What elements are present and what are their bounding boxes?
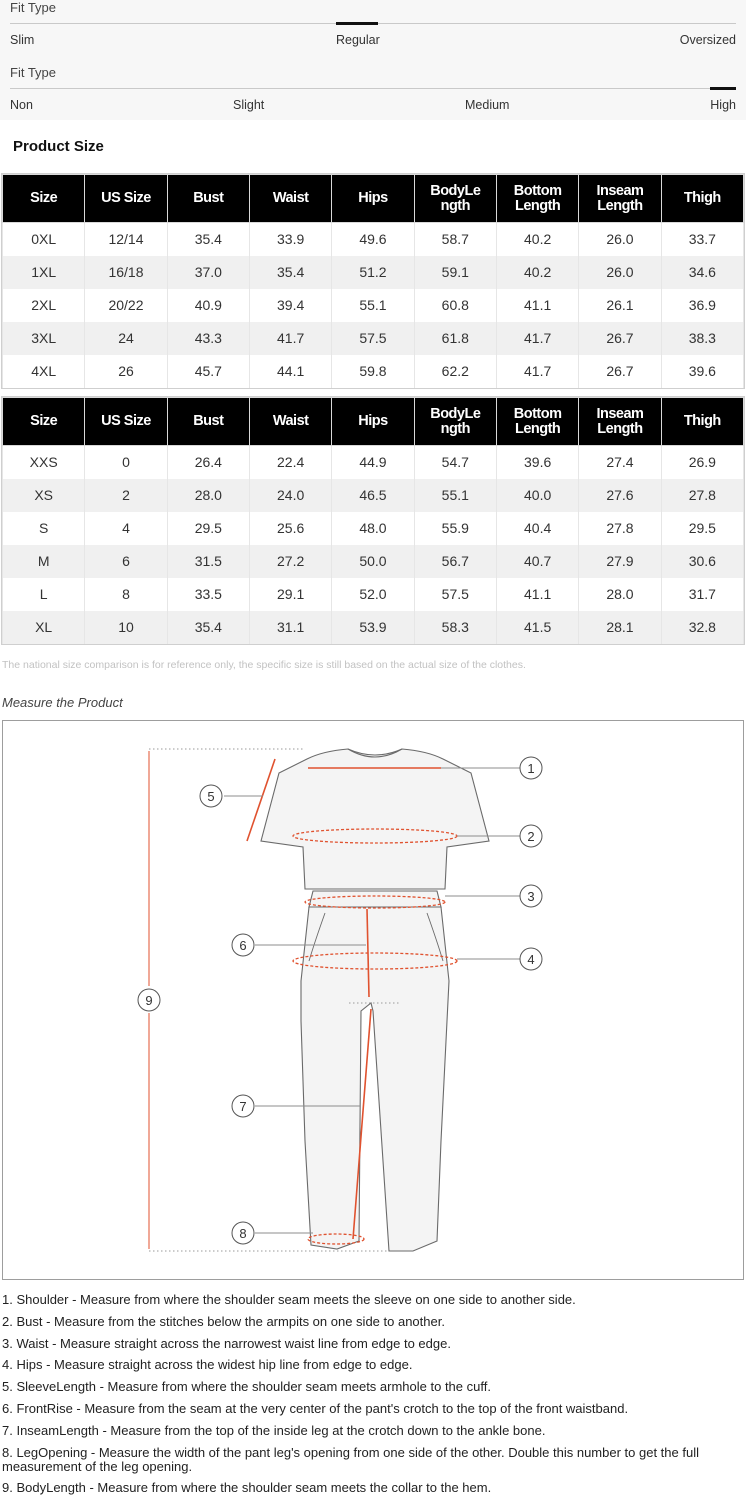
table-row xyxy=(3,446,744,479)
column-header: Inseam Length xyxy=(579,175,661,223)
fit-label-oversized: Oversized xyxy=(679,33,736,47)
fit-type-title: Fit Type xyxy=(10,0,57,15)
table-cell: 39.4 xyxy=(249,289,331,322)
table-cell: 35.4 xyxy=(167,223,249,256)
instruction-item: 7. InseamLength - Measure from the top of the inside leg at the crotch down to the ankle bone. xyxy=(2,1422,546,1438)
fit-type-title-2: Fit Type xyxy=(10,65,57,80)
table-cell: 12/14 xyxy=(85,223,167,256)
table-cell: 36.9 xyxy=(661,289,743,322)
table-cell: 3XL xyxy=(3,322,85,355)
column-header: Bottom Length xyxy=(496,398,578,446)
marker-6 xyxy=(232,934,254,956)
table-cell: 34.6 xyxy=(661,256,743,289)
instruction-item: 9. BodyLength - Measure from where the shoulder seam meets the collar to the hem. xyxy=(2,1480,492,1496)
table-cell: 40.4 xyxy=(496,512,578,545)
table-cell: 2XL xyxy=(3,289,85,322)
table-cell: 27.8 xyxy=(579,512,661,545)
table-header-row xyxy=(3,398,744,446)
table-cell: 30.6 xyxy=(661,545,743,578)
size-table-regular xyxy=(2,397,744,644)
table-row xyxy=(3,479,744,512)
column-header: US Size xyxy=(85,398,167,446)
table-cell: 35.4 xyxy=(167,611,249,644)
table-cell: 58.7 xyxy=(414,223,496,256)
table-cell: 41.7 xyxy=(496,322,578,355)
table-cell: 28.1 xyxy=(579,611,661,644)
svg-text:9: 9 xyxy=(145,993,153,1008)
fit-label-medium: Medium xyxy=(465,98,510,112)
table-cell: 50.0 xyxy=(332,545,414,578)
table-cell: M xyxy=(3,545,85,578)
table-cell: 43.3 xyxy=(167,322,249,355)
instruction-item: 3. Waist - Measure straight across the narrowest waist line from edge to edge. xyxy=(2,1335,451,1351)
instruction-item: 5. SleeveLength - Measure from where the shoulder seam meets armhole to the cuff. xyxy=(2,1379,491,1395)
table-cell: 39.6 xyxy=(496,446,578,479)
table-cell: 44.1 xyxy=(249,355,331,388)
instruction-item: 2. Bust - Measure from the stitches below the armpits on one side to another. xyxy=(2,1313,445,1329)
table-cell: 41.7 xyxy=(249,322,331,355)
table-cell: 22.4 xyxy=(249,446,331,479)
table-cell: 35.4 xyxy=(249,256,331,289)
svg-text:4: 4 xyxy=(527,952,535,967)
table-cell: 49.6 xyxy=(332,223,414,256)
column-header: Inseam Length xyxy=(579,398,661,446)
marker-8 xyxy=(232,1222,254,1244)
table-row xyxy=(3,578,744,611)
size-table-plus xyxy=(2,174,744,388)
marker-2 xyxy=(520,825,542,847)
table-cell: 60.8 xyxy=(414,289,496,322)
table-cell: 56.7 xyxy=(414,545,496,578)
svg-text:3: 3 xyxy=(527,889,535,904)
table-cell: 2 xyxy=(85,479,167,512)
fit-label-non: Non xyxy=(10,98,33,112)
table-cell: 33.7 xyxy=(661,223,743,256)
garment-pants xyxy=(301,907,449,1251)
table-cell: 10 xyxy=(85,611,167,644)
table-cell: 26 xyxy=(85,355,167,388)
svg-text:2: 2 xyxy=(527,829,535,844)
table-cell: 32.8 xyxy=(661,611,743,644)
table-cell: 57.5 xyxy=(414,578,496,611)
garment-waistband xyxy=(309,891,441,907)
table-cell: 54.7 xyxy=(414,446,496,479)
column-header: BodyLe ngth xyxy=(414,175,496,223)
fit-label-high: High xyxy=(710,98,736,112)
table-cell: 26.9 xyxy=(661,446,743,479)
table-cell: 0XL xyxy=(3,223,85,256)
table-cell: 40.7 xyxy=(496,545,578,578)
column-header: Bottom Length xyxy=(496,175,578,223)
table-cell: 26.0 xyxy=(579,256,661,289)
column-header: Size xyxy=(3,175,85,223)
table-cell: 27.6 xyxy=(579,479,661,512)
column-header: Bust xyxy=(167,398,249,446)
marker-5 xyxy=(200,785,222,807)
column-header: BodyLe ngth xyxy=(414,398,496,446)
table-row xyxy=(3,545,744,578)
table-cell: 29.5 xyxy=(661,512,743,545)
table-cell: 27.8 xyxy=(661,479,743,512)
product-size-title: Product Size xyxy=(13,138,104,155)
table-cell: 33.5 xyxy=(167,578,249,611)
table-cell: 0 xyxy=(85,446,167,479)
table-cell: 20/22 xyxy=(85,289,167,322)
marker-4 xyxy=(520,948,542,970)
table-cell: 26.1 xyxy=(579,289,661,322)
column-header: Thigh xyxy=(661,175,743,223)
garment-top xyxy=(261,749,489,889)
svg-text:6: 6 xyxy=(239,938,247,953)
jumpsuit-illustration xyxy=(3,721,745,1281)
table-cell: 44.9 xyxy=(332,446,414,479)
fit-label-regular: Regular xyxy=(336,33,380,47)
measurement-instructions xyxy=(2,1293,744,1500)
table-row xyxy=(3,223,744,256)
table-row xyxy=(3,512,744,545)
table-cell: 29.5 xyxy=(167,512,249,545)
measure-heading: Measure the Product xyxy=(2,695,123,710)
table-cell: 26.7 xyxy=(579,322,661,355)
table-cell: 41.5 xyxy=(496,611,578,644)
table-cell: 41.1 xyxy=(496,578,578,611)
table-cell: 16/18 xyxy=(85,256,167,289)
table-cell: 52.0 xyxy=(332,578,414,611)
table-cell: 55.1 xyxy=(414,479,496,512)
marker-3 xyxy=(520,885,542,907)
table-row xyxy=(3,289,744,322)
table-cell: 61.8 xyxy=(414,322,496,355)
table-cell: 26.0 xyxy=(579,223,661,256)
svg-text:1: 1 xyxy=(527,761,535,776)
table-cell: 24.0 xyxy=(249,479,331,512)
table-cell: 37.0 xyxy=(167,256,249,289)
table-cell: 4 xyxy=(85,512,167,545)
fit-type-stretch-block xyxy=(0,60,746,120)
table-cell: 55.1 xyxy=(332,289,414,322)
table-cell: 27.9 xyxy=(579,545,661,578)
table-cell: 31.1 xyxy=(249,611,331,644)
marker-9 xyxy=(138,989,160,1011)
fit-type-indicator xyxy=(336,22,378,25)
size-note: The national size comparison is for reference only, the specific size is still based on the actual size of the clothes. xyxy=(2,659,526,671)
table-cell: 46.5 xyxy=(332,479,414,512)
marker-1 xyxy=(520,757,542,779)
fit-type-regular-block xyxy=(0,0,746,60)
table-cell: 40.2 xyxy=(496,223,578,256)
table-cell: 55.9 xyxy=(414,512,496,545)
table-cell: 38.3 xyxy=(661,322,743,355)
measurement-diagram xyxy=(2,720,744,1280)
instruction-item: 8. LegOpening - Measure the width of the pant leg's opening from one side of the other. Double this number to get the full measurement of the leg opening. xyxy=(2,1444,699,1474)
table-cell: 59.1 xyxy=(414,256,496,289)
table-cell: 51.2 xyxy=(332,256,414,289)
table-header-row xyxy=(3,175,744,223)
table-cell: 57.5 xyxy=(332,322,414,355)
table-cell: 8 xyxy=(85,578,167,611)
table-cell: S xyxy=(3,512,85,545)
table-cell: 40.2 xyxy=(496,256,578,289)
table-cell: XXS xyxy=(3,446,85,479)
table-cell: 53.9 xyxy=(332,611,414,644)
instruction-item: 1. Shoulder - Measure from where the shoulder seam meets the sleeve on one side to another side. xyxy=(2,1292,576,1307)
column-header: Waist xyxy=(249,398,331,446)
table-cell: 26.4 xyxy=(167,446,249,479)
fit-type-indicator-2 xyxy=(710,87,736,90)
table-cell: 28.0 xyxy=(167,479,249,512)
column-header: Thigh xyxy=(661,398,743,446)
table-cell: 41.7 xyxy=(496,355,578,388)
table-cell: 25.6 xyxy=(249,512,331,545)
instruction-item: 6. FrontRise - Measure from the seam at the very center of the pant's crotch to the top of the front waistband. xyxy=(2,1400,629,1416)
fit-type-track-2 xyxy=(10,88,736,89)
table-cell: 48.0 xyxy=(332,512,414,545)
svg-text:7: 7 xyxy=(239,1099,247,1114)
svg-text:5: 5 xyxy=(207,789,215,804)
marker-7 xyxy=(232,1095,254,1117)
column-header: Bust xyxy=(167,175,249,223)
table-row xyxy=(3,256,744,289)
table-cell: 59.8 xyxy=(332,355,414,388)
table-cell: 62.2 xyxy=(414,355,496,388)
table-cell: 29.1 xyxy=(249,578,331,611)
table-cell: XS xyxy=(3,479,85,512)
table-cell: 1XL xyxy=(3,256,85,289)
table-cell: 4XL xyxy=(3,355,85,388)
table-row xyxy=(3,322,744,355)
table-cell: 26.7 xyxy=(579,355,661,388)
table-cell: 40.0 xyxy=(496,479,578,512)
column-header: Hips xyxy=(332,175,414,223)
table-cell: 40.9 xyxy=(167,289,249,322)
table-cell: 27.4 xyxy=(579,446,661,479)
instruction-item: 4. Hips - Measure straight across the widest hip line from edge to edge. xyxy=(2,1357,413,1373)
table-cell: 31.7 xyxy=(661,578,743,611)
table-cell: 33.9 xyxy=(249,223,331,256)
fit-label-slight: Slight xyxy=(233,98,265,112)
table-cell: 27.2 xyxy=(249,545,331,578)
table-cell: 58.3 xyxy=(414,611,496,644)
table-row xyxy=(3,611,744,644)
table-cell: 6 xyxy=(85,545,167,578)
fit-label-slim: Slim xyxy=(10,33,35,47)
table-cell: 28.0 xyxy=(579,578,661,611)
table-cell: 39.6 xyxy=(661,355,743,388)
table-cell: 31.5 xyxy=(167,545,249,578)
table-cell: L xyxy=(3,578,85,611)
table-row xyxy=(3,355,744,388)
table-cell: 41.1 xyxy=(496,289,578,322)
table-cell: 24 xyxy=(85,322,167,355)
column-header: Hips xyxy=(332,398,414,446)
column-header: Size xyxy=(3,398,85,446)
column-header: Waist xyxy=(249,175,331,223)
table-cell: 45.7 xyxy=(167,355,249,388)
column-header: US Size xyxy=(85,175,167,223)
svg-text:8: 8 xyxy=(239,1226,247,1241)
table-cell: XL xyxy=(3,611,85,644)
